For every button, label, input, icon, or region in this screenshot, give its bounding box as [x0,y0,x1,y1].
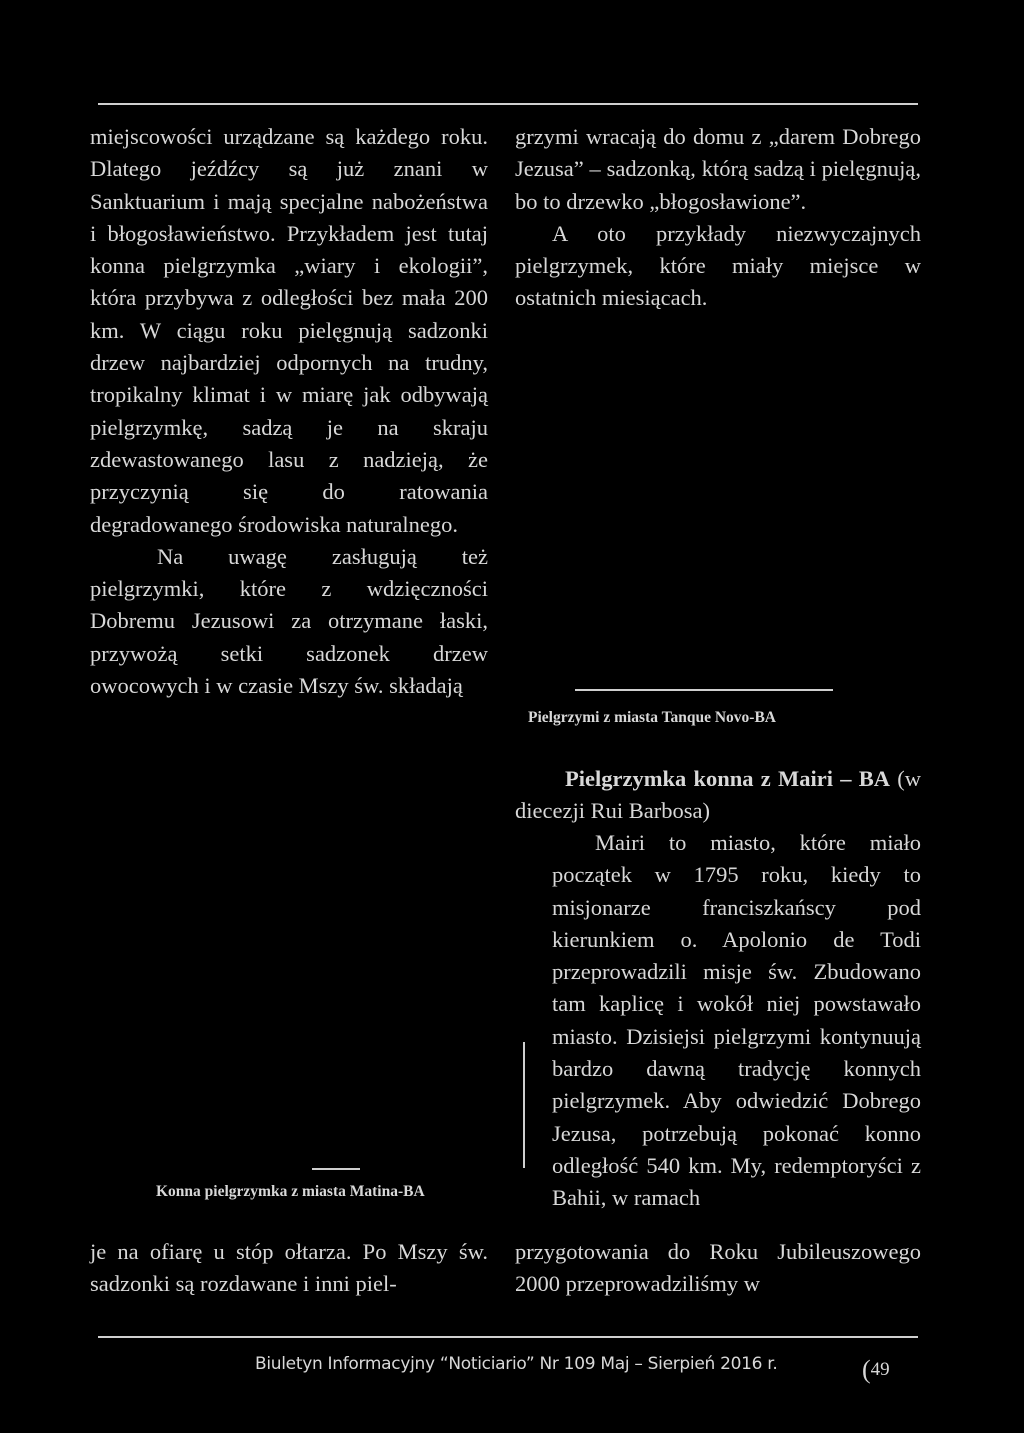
left-paragraph-1: miejscowości urządzane są każdego roku. Dlatego jeźdźcy są już znani w Sanktuarium i mają specjalne nabożeństwa i błogosławieństwo. Przykładem jest tutaj konna pielgrzymka „wiary i ekologii”, która przybywa z odległości bez mała 200 km. W ciągu roku pielęgnują sadzonki drzew najbardziej odpornych na trudny, tropikalny klimat i w miarę jak odbywają pielgrzymkę, sadzą je na skraju zdewastowanego lasu z nadzieją, że przyczynią się do ratowania degradowanego środowiska naturalnego. [90,124,488,537]
left-column-top [90,121,488,702]
right-column-bottom [515,1236,921,1301]
right-paragraph-3: Mairi to miasto, które miało początek w 1795 roku, kiedy to misjonarze franciszkańscy pod kierunkiem o. Apolonio de Todi przeprowadzili misje św. Zbudowano tam kaplicę i wokół niej powstawało miasto. Dzisiejsi pielgrzymi kontynuują bardzo dawną tradycję konnych pielgrzymek. Aby odwiedzić Dobrego Jezusa, potrzebują pokonać konno odległość 540 km. My, redemptoryści z Bahii, w ramach [552,830,921,1211]
right-paragraph-4: przygotowania do Roku Jubileuszowego 2000 przeprowadziliśmy w [515,1239,921,1297]
section-heading-title: Pielgrzymka konna z Mairi – BA [565,766,890,791]
caption-rule-left [312,1168,360,1170]
bottom-rule [98,1336,918,1338]
left-paragraph-2: Na uwagę zasługują też pielgrzymki, które z wdzięczności Dobremu Jezusowi za otrzymane łaski, przywożą setki sadzonek drzew owocowych i w czasie Mszy św. składają [90,543,488,699]
left-column-bottom [90,1236,488,1301]
page-number-value: 49 [870,1359,890,1380]
left-paragraph-3: je na ofiarę u stóp ołtarza. Po Mszy św. sadzonki są rozdawane i inni piel- [90,1239,488,1297]
photo-caption-right: Pielgrzymi z miasta Tanque Novo-BA [528,709,776,726]
right-column-top [515,121,921,315]
section-heading [515,763,921,828]
right-paragraph-2: A oto przykłady niezwyczajnych pielgrzymek, które miały miejsce w ostatnich miesiącach. [515,220,921,311]
vertical-rule [523,1042,525,1168]
top-rule [98,103,918,105]
page-number [862,1352,890,1382]
section-heading-subtitle: (w diecezji Rui Barbosa) [515,766,921,824]
page-bracket: ( [862,1355,871,1384]
caption-rule-right [575,689,833,691]
right-paragraph-1: grzymi wracają do domu z „darem Dobrego Jezusa” – sadzonką, którą sadzą i pielęgnują, bo to drzewko „błogosławione”. [515,124,921,214]
photo-caption-left: Konna pielgrzymka z miasta Matina-BA [156,1183,425,1200]
right-column-body [552,827,921,1215]
footer-text: Biuletyn Informacyjny “Noticiario” Nr 109 Maj – Sierpień 2016 r. [255,1354,778,1374]
